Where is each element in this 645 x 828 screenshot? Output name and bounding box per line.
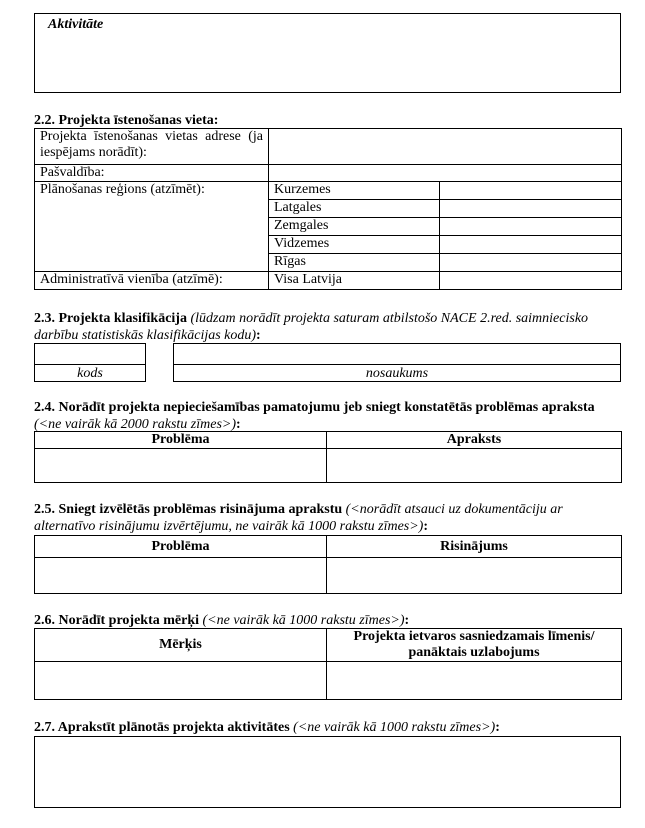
- description-cell[interactable]: [327, 449, 622, 483]
- section-2-6-heading: 2.6. Norādīt projekta mērķi (<ne vairāk kā 1000 rakstu zīmes>):: [34, 613, 410, 628]
- col-problem: Problēma: [35, 536, 327, 558]
- col-problem: Problēma: [35, 432, 327, 449]
- col-objective: Mērķis: [35, 629, 327, 662]
- section-2-7-heading: 2.7. Aprakstīt plānotās projekta aktivitātes (<ne vairāk kā 1000 rakstu zīmes>):: [34, 720, 500, 735]
- activities-description-box[interactable]: [34, 736, 621, 808]
- admin-value: Visa Latvija: [269, 272, 440, 290]
- address-label: Projekta īstenošanas vietas adrese (ja iespējams norādīt):: [35, 129, 269, 165]
- municipality-label: Pašvaldība:: [35, 165, 269, 182]
- nace-code-label: kods: [34, 364, 146, 382]
- region-name: Vidzemes: [269, 236, 440, 254]
- region-check[interactable]: [440, 200, 622, 218]
- section-2-2-heading: 2.2. Projekta īstenošanas vieta:: [34, 113, 219, 128]
- region-name: Zemgales: [269, 218, 440, 236]
- region-name: Kurzemes: [269, 182, 440, 200]
- objective-cell[interactable]: [35, 662, 327, 700]
- col-solution: Risinājums: [327, 536, 622, 558]
- col-target-level: Projekta ietvaros sasniedzamais līmenis/ panāktais uzlabojums: [327, 629, 622, 662]
- section-2-5-heading: 2.5. Sniegt izvēlētās problēmas risinājuma aprakstu (<norādīt atsauci uz dokumentāciju ar alternatīvo risinājumu izvērtējumu, ne vairāk kā 1000 rakstu zīmes>):: [34, 502, 563, 534]
- solution-cell[interactable]: [327, 558, 622, 594]
- region-check[interactable]: [440, 254, 622, 272]
- col-description: Apraksts: [327, 432, 622, 449]
- problem-table: [34, 431, 622, 483]
- nace-name-input[interactable]: [173, 343, 621, 365]
- problem-cell[interactable]: [35, 449, 327, 483]
- nace-code-input[interactable]: [34, 343, 146, 365]
- section-2-4-heading: 2.4. Norādīt projekta nepieciešamības pamatojumu jeb sniegt konstatētās problēmas apraksta (<ne vairāk kā 2000 rakstu zīmes>):: [34, 400, 595, 432]
- municipality-field[interactable]: [269, 165, 622, 182]
- objective-table: [34, 628, 622, 700]
- region-name: Rīgas: [269, 254, 440, 272]
- activities-label: Aktivitāte: [48, 17, 104, 32]
- problem-cell[interactable]: [35, 558, 327, 594]
- admin-check[interactable]: [440, 272, 622, 290]
- nace-name-label: nosaukums: [173, 364, 621, 382]
- region-label: Plānošanas reģions (atzīmēt):: [35, 182, 269, 272]
- location-table: [34, 128, 622, 290]
- admin-label: Administratīvā vienība (atzīmē):: [35, 272, 269, 290]
- address-field[interactable]: [269, 129, 622, 165]
- region-name: Latgales: [269, 200, 440, 218]
- activities-box[interactable]: [34, 13, 621, 93]
- solution-table: [34, 535, 622, 594]
- section-2-3-heading: 2.3. Projekta klasifikācija (lūdzam norādīt projekta saturam atbilstošo NACE 2.red. saimniecisko darbību statistiskās klasifikācijas kodu):: [34, 311, 589, 343]
- region-check[interactable]: [440, 236, 622, 254]
- region-check[interactable]: [440, 182, 622, 200]
- region-check[interactable]: [440, 218, 622, 236]
- target-level-cell[interactable]: [327, 662, 622, 700]
